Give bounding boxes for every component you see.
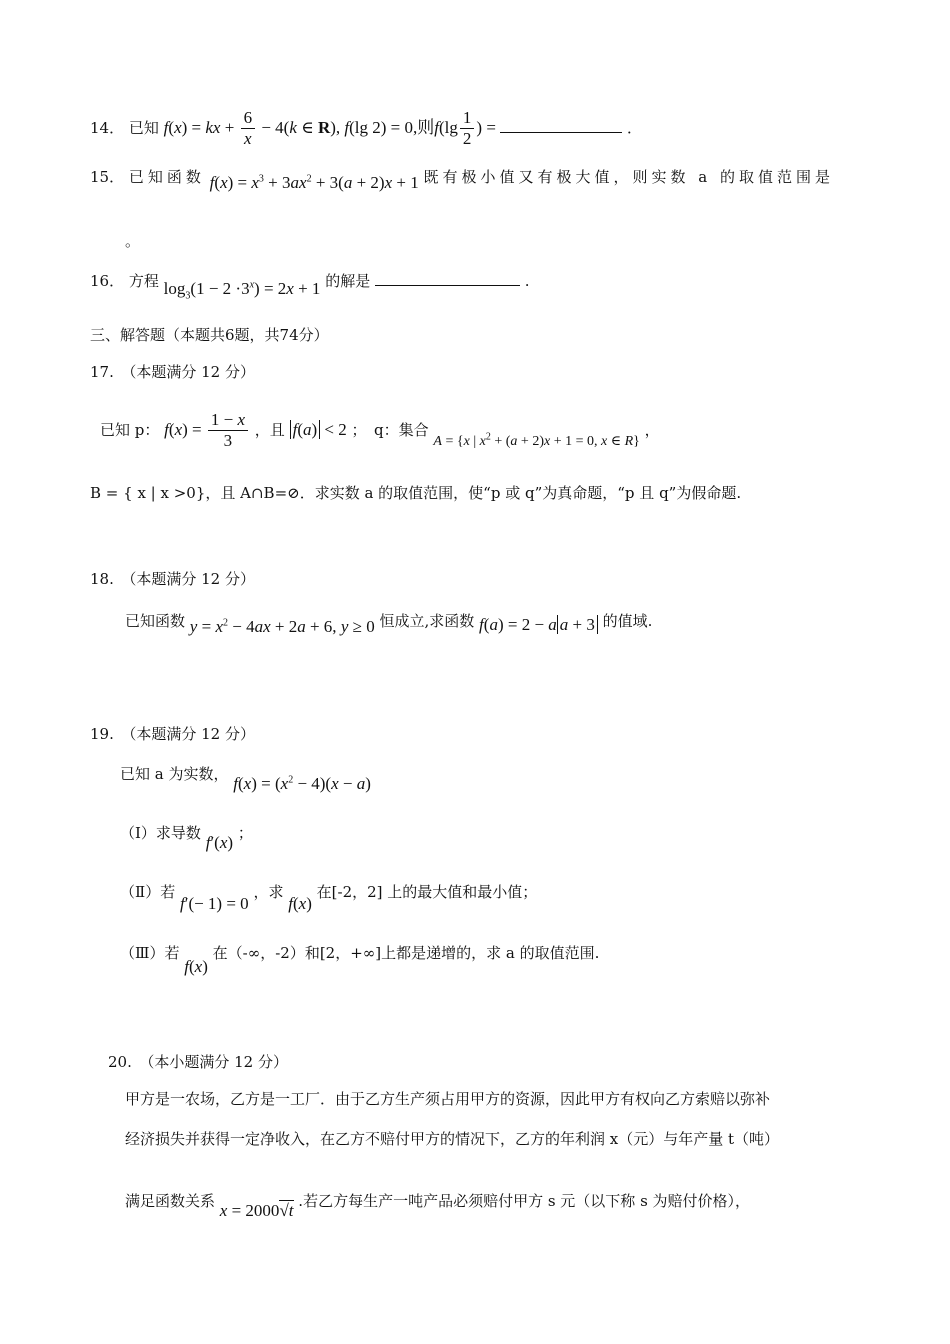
q19-intro-text: 已知 a 为实数，: [120, 765, 229, 783]
q17-p-condition: f(a) < 2: [290, 420, 347, 439]
q16-answer-blank[interactable]: [375, 285, 520, 286]
q19-part2-label: （Ⅱ）若: [120, 883, 176, 901]
q19-formula: $f(x) = (x^2 - 4)(x - a)$: [233, 774, 371, 793]
q20-line1: 甲方是一农场，乙方是一工厂．由于乙方生产须占用甲方的资源，因此甲方有权向乙方索赔以弥补: [125, 1090, 771, 1108]
q16-prefix: 方程: [128, 272, 159, 290]
q15-end-mark: 。: [125, 232, 141, 250]
q19-part2-formula2: f(x): [288, 894, 312, 913]
q15-formula: $f(x) = x^3 + 3ax^2 + 3(a + 2)x + 1$: [209, 173, 419, 192]
q19-part1: [120, 822, 253, 852]
q19-intro: [120, 763, 371, 793]
q18-formula2: f(a) = 2 − a a + 3: [479, 615, 598, 634]
q17-mid1: ，且: [254, 420, 285, 439]
q17-header: 17. （本题满分 12 分）: [90, 363, 255, 381]
q15-end: [125, 232, 140, 251]
q17-set-formula: A = {x | $x^2 + (a + 2)x + 1 = 0$, x ∈ R}: [433, 431, 640, 449]
q20-line2: 经济损失并获得一定净收入，在乙方不赔付甲方的情况下，乙方的年利润 x（元）与年产量 t（吨）: [125, 1130, 780, 1148]
q19-part1-end: ；: [237, 824, 253, 842]
q19-part2-end: 在[-2，2] 上的最大值和最小值；: [316, 883, 538, 901]
q17-mid2: ； q：集合: [351, 420, 429, 439]
q19-part3-end: 在（-∞，-2）和[2，+∞]上都是递增的，求 a 的取值范围.: [212, 944, 600, 962]
q19-part2-formula1: f′(− 1) = 0: [179, 894, 249, 913]
q20-line3-prefix: 满足函数关系: [125, 1192, 216, 1210]
q16-suffix: 的解是: [325, 272, 371, 290]
q19-header: 19. （本题满分 12 分）: [90, 725, 255, 743]
q15-suffix: 既有极小值又有极大值，则实数 a 的取值范围是: [423, 168, 834, 186]
q19-part2-mid: ，求: [253, 883, 284, 901]
q19-part1-label: （Ⅰ）求导数: [120, 824, 201, 842]
q14-number: 14．: [90, 118, 125, 137]
q18-header: 18. （本题满分 12 分）: [90, 570, 255, 588]
section-3-heading: 三、解答题（本题共6题，共74分）: [90, 326, 329, 344]
q19-part3-label: （Ⅲ）若: [120, 944, 180, 962]
q19-part3-formula: f(x): [184, 957, 208, 976]
q18-formula1: $y = x^2 - 4ax + 2a + 6$, y ≥ 0: [189, 617, 375, 636]
q18-mid: 恒成立,求函数: [379, 612, 475, 630]
q20-header: 20. （本小题满分 12 分）: [108, 1053, 288, 1071]
q19-part2: [120, 881, 538, 913]
q15-number: 15．: [90, 168, 125, 186]
q16-end: .: [524, 272, 530, 290]
q17-p-label: 已知 p：: [100, 420, 160, 439]
q20-line3-suffix: .若乙方每生产一吨产品必须赔付甲方 s 元（以下称 s 为赔付价格），: [298, 1192, 751, 1210]
question-15: [90, 166, 834, 192]
q20-formula: x = 2000√t: [219, 1201, 294, 1220]
q20-line3: [125, 1190, 751, 1220]
q15-prefix: 已知函数: [128, 168, 205, 186]
q14-prefix: 已知: [128, 118, 159, 137]
q18-suffix: 的值域.: [602, 612, 653, 630]
q17-p-formula: f(x) = $\frac{1 - x}{3}$: [164, 420, 250, 439]
q17-line2: B = { x | x >0}，且 A∩B=⊘．求实数 a 的取值范围，使“p 或 q”为真命题，“p 且 q”为假命题.: [90, 484, 742, 502]
q17-line1: [100, 410, 660, 452]
q16-number: 16．: [90, 272, 125, 290]
q14-fraction: $\frac{6}{x}$: [241, 108, 256, 150]
q19-part1-formula: f′(x): [205, 833, 234, 852]
question-16: [90, 270, 530, 302]
question-14: [90, 108, 642, 150]
q17-end1: ，: [644, 420, 660, 439]
q18-prefix: 已知函数: [125, 612, 186, 630]
q14-answer-blank[interactable]: [500, 132, 622, 133]
q19-part3: [120, 942, 600, 976]
q14-formula: f(x) = kx + $\frac{6}{x}$ − 4(k ∈ R), f(lg 2) = 0,则f(lg $\frac{1}{2}$ ) =: [163, 108, 501, 149]
q14-suffix: ．: [626, 118, 642, 137]
q18-line: [125, 610, 653, 636]
q16-formula: $\log_3(1 - 2 \cdot 3^x) = 2x + 1$: [163, 279, 321, 302]
